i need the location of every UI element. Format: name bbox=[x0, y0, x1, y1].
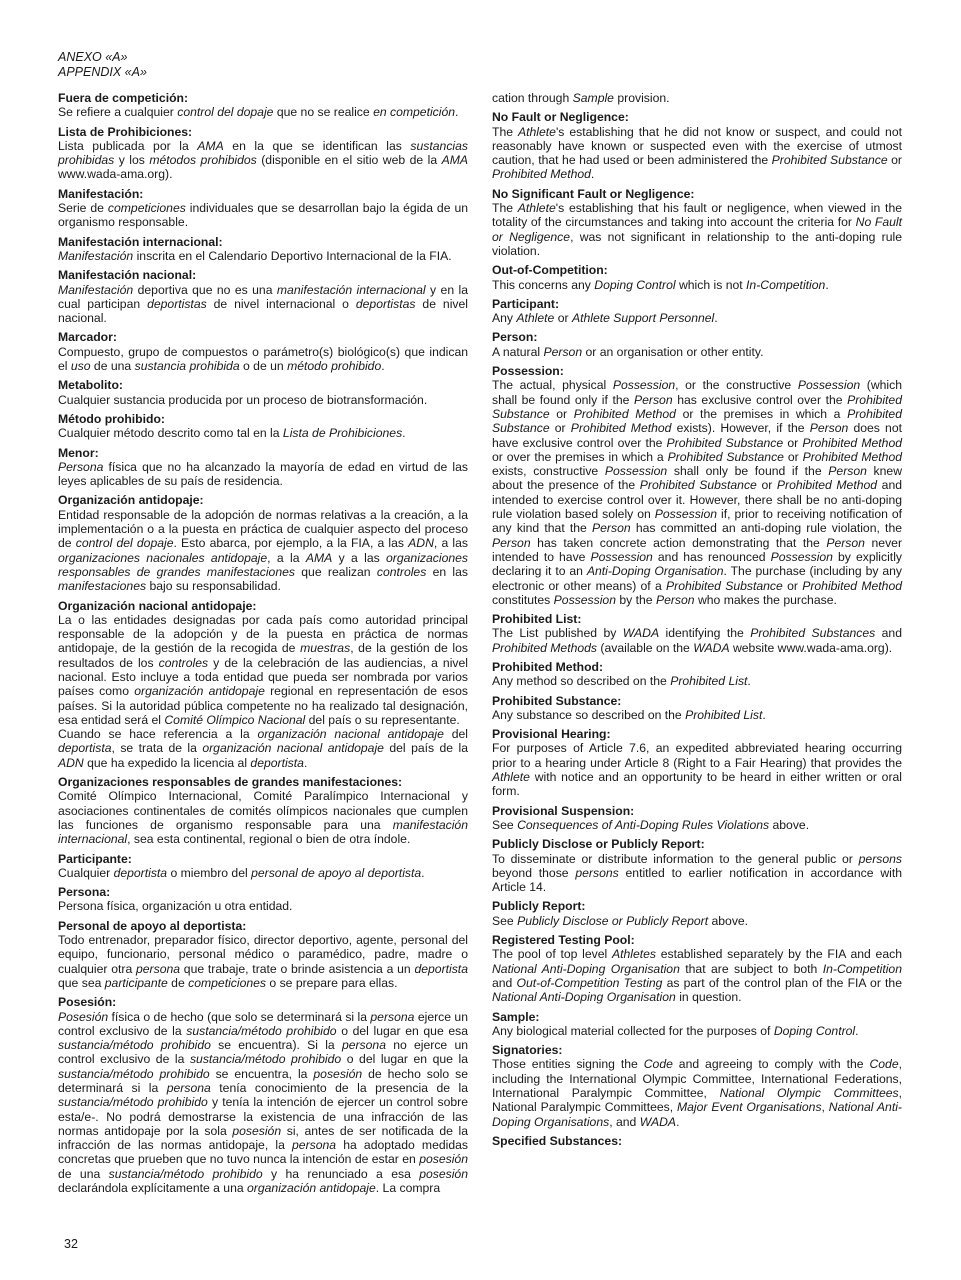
glossary-definition: The List published by WADA identifying the Prohibited Substances and Prohibited Methods (available on the WADA website www.wada-ama.org). bbox=[492, 626, 902, 655]
header-english: APPENDIX «A» bbox=[58, 64, 147, 79]
glossary-term: No Fault or Negligence: bbox=[492, 110, 629, 125]
glossary-definition: Any method so described on the Prohibited List. bbox=[492, 674, 751, 689]
glossary-definition: Cualquier método descrito como tal en la Lista de Prohibiciones. bbox=[58, 426, 406, 441]
glossary-entry bbox=[492, 330, 902, 359]
glossary-term: Fuera de competición: bbox=[58, 91, 189, 105]
glossary-term: Organización antidopaje: bbox=[58, 493, 204, 508]
glossary-entry bbox=[58, 599, 468, 771]
glossary-definition: Se refiere a cualquier control del dopaje que no se realice en competición. bbox=[58, 105, 459, 120]
glossary-definition: Serie de competiciones individuales que se desarrollan bajo la égida de un organismo responsable. bbox=[58, 201, 468, 230]
glossary-definition: A natural Person or an organisation or other entity. bbox=[492, 344, 764, 359]
glossary-entry bbox=[58, 446, 468, 489]
glossary-term: Persona: bbox=[58, 885, 111, 900]
glossary-entry bbox=[58, 885, 468, 914]
glossary-term: Posesión: bbox=[58, 995, 117, 1010]
glossary-definition: The pool of top level Athletes established separately by the FIA and each National Anti-Doping Organisation that are subject to both In-Competition and Out-of-Competition Testing as part of the control plan of the FIA or the National Anti-Doping Organisation in question. bbox=[492, 947, 902, 1005]
glossary-term: Prohibited List: bbox=[492, 612, 582, 627]
glossary-term: Publicly Disclose or Publicly Report: bbox=[492, 837, 705, 852]
glossary-entry bbox=[58, 235, 468, 264]
glossary-definition: Comité Olímpico Internacional, Comité Paralímpico Internacional y asociaciones continentales de comités olímpicos nacionales que cumplen las funciones de organismo responsable para una manifestación internacional, sea esta continental, regional o bien de otra índole. bbox=[58, 789, 468, 847]
glossary-definition: The Athlete's establishing that his fault or negligence, when viewed in the totality of the circumstances and taking into account the criteria for No Fault or Negligence, was not significant in relationship to the anti-doping rule violation. bbox=[492, 201, 902, 258]
glossary-term: Participant: bbox=[492, 296, 560, 311]
glossary-entry bbox=[58, 125, 468, 182]
glossary-definition: Todo entrenador, preparador físico, director deportivo, agente, personal del equipo, funcionario, personal médico o paramédico, padre, madre o cualquier otra persona que trabaje, trate o brinde asistencia a un deportista que sea participante de competiciones o se prepare para ellas. bbox=[58, 933, 468, 990]
glossary-entry bbox=[492, 91, 902, 105]
glossary-term: Provisional Suspension: bbox=[492, 803, 635, 818]
glossary-entry bbox=[492, 804, 902, 833]
glossary-entry bbox=[492, 297, 902, 326]
glossary-term: Sample: bbox=[492, 1009, 540, 1024]
glossary-term: Organizaciones responsables de grandes manifestaciones: bbox=[58, 775, 403, 790]
glossary-term: Prohibited Substance: bbox=[492, 693, 622, 708]
glossary-entry bbox=[492, 187, 902, 258]
glossary-entry bbox=[492, 110, 902, 181]
glossary-term: Personal de apoyo al deportista: bbox=[58, 918, 247, 933]
glossary-term: Manifestación internacional: bbox=[58, 234, 223, 249]
glossary-definition: See Publicly Disclose or Publicly Report above. bbox=[492, 913, 749, 928]
glossary-definition: Those entities signing the Code and agreeing to comply with the Code, including the International Olympic Committee, International Federations, International Paralympic Committee, National Olympic Committees, National Paralympic Committees, Major Event Organisations, National Anti-Doping Organisations, and WADA. bbox=[492, 1057, 903, 1129]
glossary-entry bbox=[492, 1043, 902, 1129]
glossary-entry bbox=[492, 660, 902, 689]
glossary-definition: See Consequences of Anti-Doping Rules Violations above. bbox=[492, 817, 810, 832]
appendix-header bbox=[58, 50, 147, 79]
glossary-term: Possession: bbox=[492, 364, 564, 379]
spanish-definitions-column bbox=[58, 91, 468, 1200]
glossary-definition: Manifestación deportiva que no es una manifestación internacional y en la cual participan deportistas de nivel internacional o deportistas de nivel nacional. bbox=[58, 282, 468, 326]
glossary-definition: Lista publicada por la AMA en la que se identifican las sustancias prohibidas y los métodos prohibidos (disponible en el sitio web de la AMA www.wada-ama.org). bbox=[58, 138, 468, 182]
glossary-entry bbox=[492, 364, 902, 607]
glossary-entry bbox=[58, 775, 468, 846]
glossary-definition: Entidad responsable de la adopción de normas relativas a la creación, a la implementación o a la puesta en práctica de cualquier aspecto del proceso de control del dopaje. Esto abarca, por ejemplo, a la FIA, a las ADN, a las organizaciones nacionales antidopaje, a la AMA y a las organizaciones responsables de grandes manifestaciones que realizan controles en las manifestaciones bajo su responsabilidad. bbox=[58, 507, 469, 594]
glossary-term: Lista de Prohibiciones: bbox=[58, 124, 193, 139]
glossary-definition: La o las entidades designadas por cada país como autoridad principal responsable de la adopción y de la puesta en práctica de normas antidopaje, de la gestión de la recogida de muestras, de la gestión de los resultados de los controles y de la celebración de las audiencias, a nivel nacional. Esto incluye a toda entidad que pueda ser nombrada por varios países como organización antidopaje regional en representación de esos países. Si la autoridad pública competente no ha realizado tal designación, esa entidad será el Comité Olímpico Nacional del país o su representante. Cuando se hace referencia a la organización nacional antidopaje del deportista, se trata de la organización nacional antidopaje del país de la ADN que ha expedido la licencia al deportista. bbox=[58, 612, 469, 770]
glossary-definition: cation through Sample provision. bbox=[492, 91, 670, 105]
glossary-term: Organización nacional antidopaje: bbox=[58, 598, 257, 613]
glossary-entry bbox=[492, 263, 902, 292]
glossary-entry bbox=[58, 378, 468, 407]
glossary-entry bbox=[58, 493, 468, 593]
glossary-entry bbox=[492, 1134, 902, 1148]
glossary-definition: For purposes of Article 7.6, an expedited abbreviated hearing occurring prior to a hearing under Article 8 (Right to a Fair Hearing) that provides the Athlete with notice and an opportunity to be heard in either written or oral form. bbox=[492, 741, 902, 799]
glossary-definition: Manifestación inscrita en el Calendario Deportivo Internacional de la FIA. bbox=[58, 248, 452, 263]
glossary-entry bbox=[58, 995, 468, 1195]
glossary-entry bbox=[58, 919, 468, 990]
glossary-term: Out-of-Competition: bbox=[492, 263, 608, 278]
glossary-term: Specified Substances: bbox=[492, 1133, 623, 1148]
glossary-entry bbox=[492, 694, 902, 723]
glossary-term: Provisional Hearing: bbox=[492, 727, 611, 742]
page-number: 32 bbox=[64, 1237, 78, 1251]
glossary-term: Manifestación: bbox=[58, 186, 144, 201]
glossary-term: Método prohibido: bbox=[58, 411, 165, 426]
glossary-term: Person: bbox=[492, 330, 538, 345]
glossary-entry bbox=[58, 268, 468, 325]
glossary-entry bbox=[492, 612, 902, 655]
glossary-term: Marcador: bbox=[58, 330, 117, 345]
glossary-entry bbox=[58, 91, 468, 120]
glossary-term: No Significant Fault or Negligence: bbox=[492, 186, 695, 201]
glossary-definition: The actual, physical Possession, or the constructive Possession (which shall be found only if the Person has exclusive control over the Prohibited Substance or Prohibited Method or the premises in which a Prohibited Substance or Prohibited Method exists). However, if the Person does not have exclusive control over the Prohibited Substance or Prohibited Method or over the premises in which a Prohibited Substance or Prohibited Method exists, constructive Possession shall only be found if the Person knew about the presence of the Prohibited Substance or Prohibited Method and intended to exercise control over it. However, there shall be no anti-doping rule violation based solely on Possession if, prior to receiving notification of any kind that the Person has committed an anti-doping rule violation, the Person has taken concrete action demonstrating that the Person never intended to have Possession and has renounced Possession by explicitly declaring it to an Anti-Doping Organisation. The purchase (including by any electronic or other means) of a Prohibited Substance or Prohibited Method constitutes Possession by the Person who makes the purchase. bbox=[492, 378, 903, 607]
glossary-definition: Any biological material collected for the purposes of Doping Control. bbox=[492, 1023, 859, 1038]
glossary-definition: To disseminate or distribute information to the general public or persons beyond those persons entitled to earlier notification in accordance with Article 14. bbox=[492, 851, 902, 895]
glossary-entry bbox=[58, 412, 468, 441]
glossary-term: Menor: bbox=[58, 445, 99, 460]
glossary-entry bbox=[58, 852, 468, 881]
glossary-term: Registered Testing Pool: bbox=[492, 933, 635, 948]
glossary-term: Manifestación nacional: bbox=[58, 268, 197, 283]
glossary-entry bbox=[58, 187, 468, 230]
glossary-definition: This concerns any Doping Control which is not In-Competition. bbox=[492, 277, 829, 292]
glossary-term: Publicly Report: bbox=[492, 899, 586, 914]
header-spanish: ANEXO «A» bbox=[58, 50, 128, 64]
glossary-definition: The Athlete's establishing that he did not know or suspect, and could not reasonably have known or suspected even with the exercise of utmost caution, that he had used or been administered the Prohibited Substance or Prohibited Method. bbox=[492, 124, 902, 182]
glossary-entry bbox=[58, 330, 468, 373]
glossary-term: Metabolito: bbox=[58, 378, 123, 393]
glossary-entry bbox=[492, 933, 902, 1004]
glossary-term: Participante: bbox=[58, 851, 132, 866]
glossary-definition: Persona física que no ha alcanzado la mayoría de edad en virtud de las leyes aplicables de su país de residencia. bbox=[58, 459, 468, 489]
glossary-definition: Compuesto, grupo de compuestos o parámetro(s) biológico(s) que indican el uso de una sustancia prohibida o de un método prohibido. bbox=[58, 344, 468, 374]
glossary-definition: Cualquier sustancia producida por un proceso de biotransformación. bbox=[58, 392, 428, 407]
glossary-definition: Any Athlete or Athlete Support Personnel. bbox=[492, 311, 718, 326]
glossary-definition: Persona física, organización u otra entidad. bbox=[58, 899, 293, 914]
glossary-term: Signatories: bbox=[492, 1043, 563, 1058]
glossary-definition: Posesión física o de hecho (que solo se determinará si la persona ejerce un control exclusivo de la sustancia/método prohibido o del lugar en que esa sustancia/método prohibido se encuentra). Si la persona no ejerce un control exclusivo de la sustancia/método prohibido o del lugar en que la sustancia/método prohibido se encuentra, la posesión de hecho solo se determinará si la persona tenía conocimiento de la presencia de la sustancia/método prohibido y tenía la intención de ejercer un control sobre esta/e-. No podrá demostrarse la existencia de una infracción de las normas antidopaje por la sola posesión si, antes de ser notificada de la infracción de las normas antidopaje, la persona ha adoptado medidas concretas que prueben que no tuvo nunca la intención de estar en posesión de una sustancia/método prohibido y ha renunciado a esa posesión declarándola explícitamente a una organización antidopaje. La compra bbox=[58, 1009, 469, 1196]
glossary-entry bbox=[492, 1010, 902, 1039]
glossary-definition: Cualquier deportista o miembro del personal de apoyo al deportista. bbox=[58, 865, 425, 880]
glossary-entry bbox=[492, 899, 902, 928]
glossary-entry bbox=[492, 727, 902, 798]
english-definitions-column bbox=[492, 91, 902, 1153]
glossary-entry bbox=[492, 837, 902, 894]
glossary-term: Prohibited Method: bbox=[492, 659, 604, 674]
glossary-definition: Any substance so described on the Prohibited List. bbox=[492, 707, 766, 722]
